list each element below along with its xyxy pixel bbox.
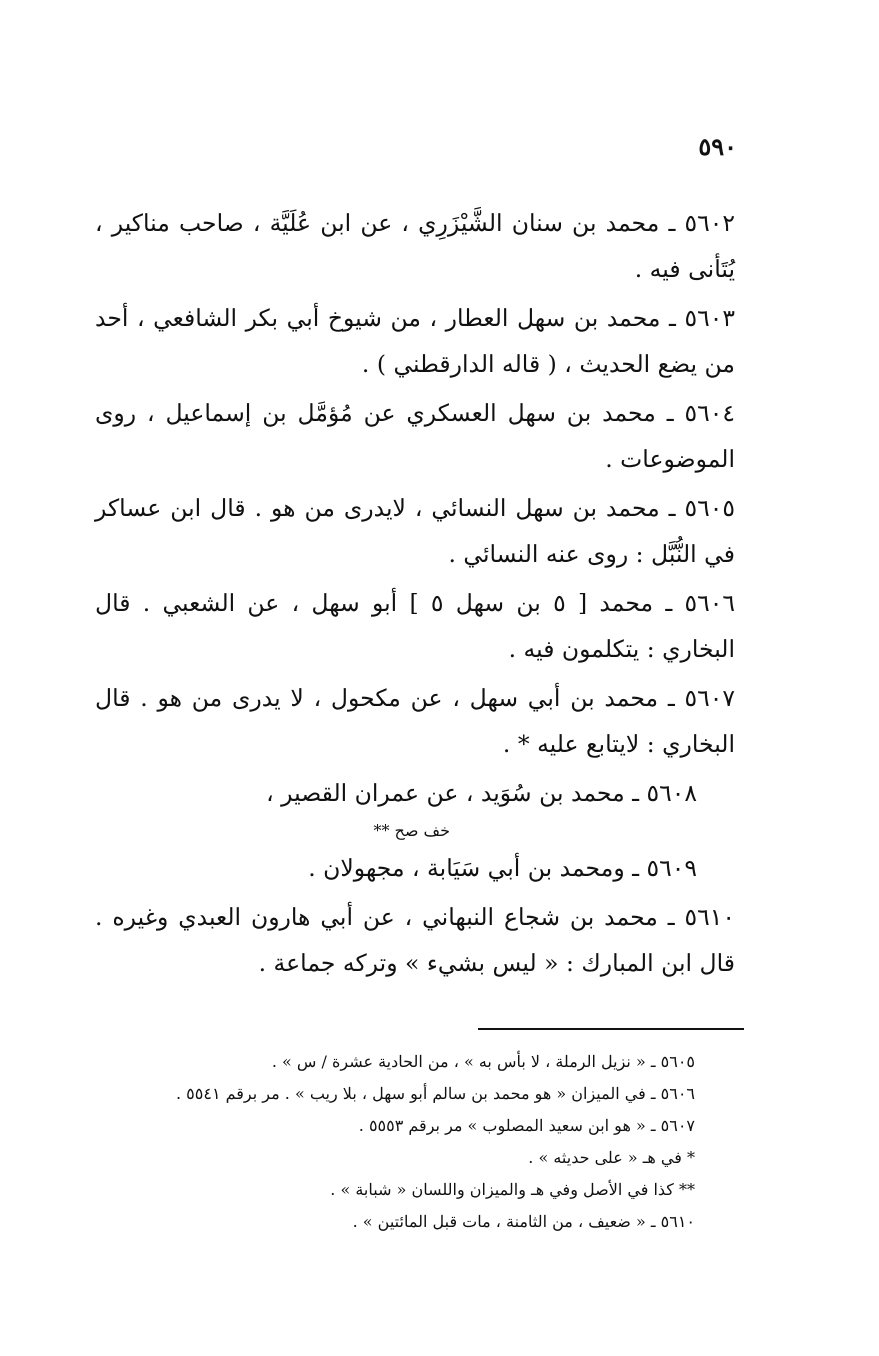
page-number: ٥٩٠ bbox=[698, 132, 737, 161]
entry-5602: ٥٦٠٢ ـ محمد بن سنان الشَّيْزَرِي ، عن ابن عُلَيَّة ، صاحب مناكير ، يُتَأنى فيه . bbox=[95, 209, 735, 283]
entry-5606: ٥٦٠٦ ـ محمد [ ٥ بن سهل ٥ ] أبو سهل ، عن الشعبي . قال البخاري : يتكلمون فيه . bbox=[95, 589, 735, 663]
entry-5610: ٥٦١٠ ـ محمد بن شجاع النبهاني ، عن أبي هارون العبدي وغيره . قال ابن المبارك : « ليس بشيء » وتركه جماعة . bbox=[95, 903, 735, 977]
footnote-5607: ٥٦٠٧ ـ « هو ابن سعيد المصلوب » مر برقم ٥٥٥٣ . bbox=[358, 1116, 695, 1135]
footnotes-section bbox=[95, 1046, 695, 1238]
footnote-5606: ٥٦٠٦ ـ في الميزان « هو محمد بن سالم أبو سهل ، بلا ريب » . مر برقم ٥٥٤١ . bbox=[175, 1084, 695, 1103]
entry-5604: ٥٦٠٤ ـ محمد بن سهل العسكري عن مُؤمَّل بن إسماعيل ، روى الموضوعات . bbox=[95, 399, 735, 473]
entry-5608: ٥٦٠٨ ـ محمد بن سُوَيد ، عن عمران القصير ، bbox=[266, 779, 697, 807]
footnote-5605: ٥٦٠٥ ـ « نزيل الرملة ، لا بأس به » ، من الحادية عشرة / س » . bbox=[271, 1052, 695, 1071]
footnote-5610: ٥٦١٠ ـ « ضعيف ، من الثامنة ، مات قبل المائتين » . bbox=[352, 1212, 695, 1231]
footnote-star: * في هـ « على حديثه » . bbox=[528, 1148, 695, 1167]
entry-5609: ٥٦٠٩ ـ ومحمد بن أبي سَيَابة ، مجهولان . bbox=[308, 854, 697, 882]
entry-5607: ٥٦٠٧ ـ محمد بن أبي سهل ، عن مكحول ، لا يدرى من هو . قال البخاري : لايتابع عليه * . bbox=[95, 684, 735, 758]
marginal-note: خف صح ** bbox=[373, 821, 450, 840]
footnote-divider bbox=[478, 1028, 744, 1030]
footnote-double-star: ** كذا في الأصل وفي هـ والميزان واللسان « شبابة » . bbox=[330, 1180, 695, 1199]
entries-section bbox=[95, 200, 735, 989]
entry-5603: ٥٦٠٣ ـ محمد بن سهل العطار ، من شيوخ أبي بكر الشافعي ، أحد من يضع الحديث ، ( قاله الدارقطني ) . bbox=[95, 304, 735, 378]
entry-5605: ٥٦٠٥ ـ محمد بن سهل النسائي ، لايدرى من هو . قال ابن عساكر في النُّبَّل : روى عنه النسائي . bbox=[95, 494, 735, 568]
